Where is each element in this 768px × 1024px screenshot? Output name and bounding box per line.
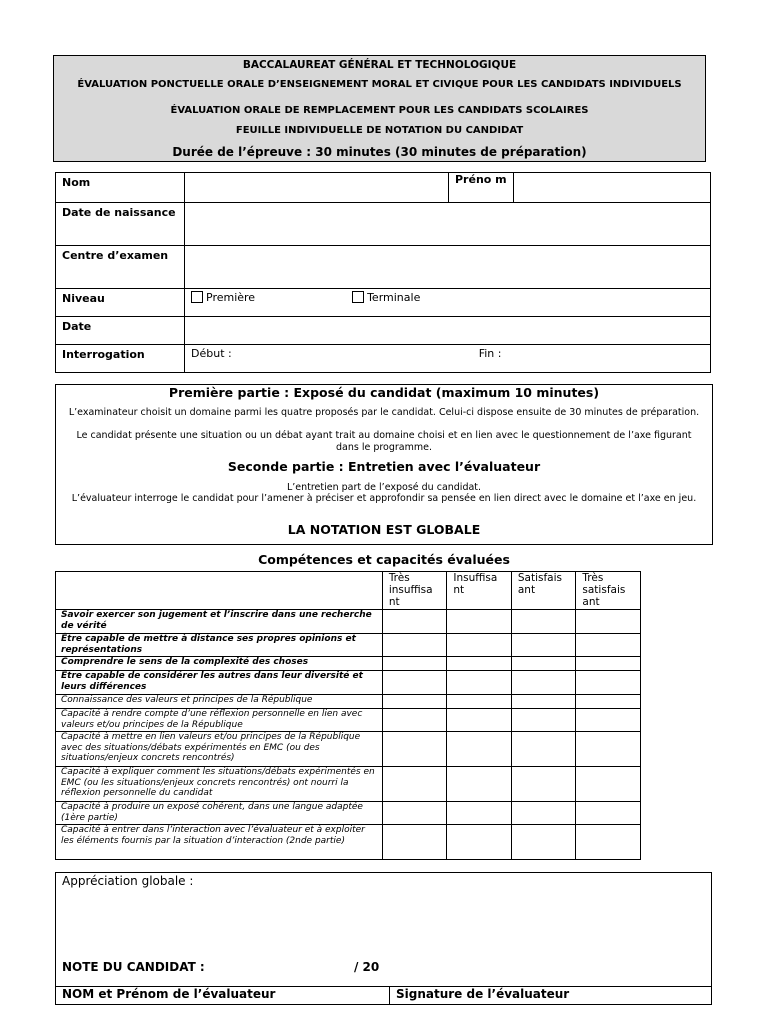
rating-cell[interactable] xyxy=(382,610,447,634)
rating-cell[interactable] xyxy=(382,709,447,732)
field-nom[interactable] xyxy=(185,173,449,203)
title-evaluation-remplacement: ÉVALUATION ORALE DE REMPLACEMENT POUR LES CANDIDATS SCOLAIRES xyxy=(170,105,589,116)
competence-row-label: Capacité à rendre compte d’une réflexion personnelle en lien avec valeurs et/ou principes de la République xyxy=(56,709,383,732)
competence-row-label: Savoir exercer son jugement et l’inscrire dans une recherche de vérité xyxy=(56,610,383,634)
rating-cell[interactable] xyxy=(511,709,576,732)
competences-header-blank xyxy=(56,572,383,610)
rating-cell[interactable] xyxy=(382,767,447,802)
rating-cell[interactable] xyxy=(576,709,641,732)
rating-cell[interactable] xyxy=(576,634,641,657)
rating-cell[interactable] xyxy=(576,695,641,709)
title-baccalaureat: BACCALAUREAT GÉNÉRAL ET TECHNOLOGIQUE xyxy=(242,59,517,71)
label-debut: Début : xyxy=(191,347,232,360)
header-box xyxy=(53,55,706,162)
label-niveau: Niveau xyxy=(56,289,185,317)
rating-cell[interactable] xyxy=(511,657,576,671)
column-tres-satisfaisant: Très satisfais ant xyxy=(576,572,641,610)
label-prenom: Préno m xyxy=(449,173,514,203)
competence-row-label: Capacité à expliquer comment les situations/débats expérimentés en EMC (ou les situations/enjeux concrets rencontrés) ont nourri la réflexion personnelle du candidat xyxy=(56,767,383,802)
label-date: Date xyxy=(56,317,185,345)
notation-globale: LA NOTATION EST GLOBALE xyxy=(287,522,481,537)
checkbox-terminale[interactable] xyxy=(352,291,364,303)
rating-cell[interactable] xyxy=(382,825,447,860)
rating-cell[interactable] xyxy=(576,610,641,634)
rating-cell[interactable] xyxy=(511,825,576,860)
label-nom: Nom xyxy=(56,173,185,203)
rating-cell[interactable] xyxy=(511,695,576,709)
rating-cell[interactable] xyxy=(511,610,576,634)
label-fin: Fin : xyxy=(478,347,502,360)
rating-cell[interactable] xyxy=(382,657,447,671)
field-interrogation[interactable] xyxy=(185,345,711,373)
label-date-naissance: Date de naissance xyxy=(56,203,185,246)
rating-cell[interactable] xyxy=(447,802,512,825)
field-date[interactable] xyxy=(185,317,711,345)
rating-cell[interactable] xyxy=(447,767,512,802)
checkbox-premiere[interactable] xyxy=(191,291,203,303)
rating-cell[interactable] xyxy=(382,732,447,767)
instructions-box xyxy=(55,384,713,545)
field-prenom[interactable] xyxy=(514,173,711,203)
rating-cell[interactable] xyxy=(447,825,512,860)
label-centre: Centre d’examen xyxy=(56,246,185,289)
rating-cell[interactable] xyxy=(447,695,512,709)
title-duree: Durée de l’épreuve : 30 minutes (30 minutes de préparation) xyxy=(172,145,587,159)
appreciation-box[interactable] xyxy=(55,872,712,1005)
title-feuille-notation: FEUILLE INDIVIDUELLE DE NOTATION DU CANDIDAT xyxy=(235,125,524,136)
part2-text2: L’évaluateur interroge le candidat pour l’amener à préciser et approfondir sa pensée en lien direct avec le domaine et l’axe en jeu. xyxy=(71,493,697,504)
title-evaluation-ponctuelle: ÉVALUATION PONCTUELLE ORALE D’ENSEIGNEMENT MORAL ET CIVIQUE POUR LES CANDIDATS INDIVIDUELS xyxy=(77,79,682,90)
note-scale: / 20 xyxy=(354,960,380,974)
part2-text1: L’entretien part de l’exposé du candidat. xyxy=(286,482,482,493)
competence-row-label: Comprendre le sens de la complexité des choses xyxy=(56,657,383,671)
part1-text1: L’examinateur choisit un domaine parmi les quatre proposés par le candidat. Celui-ci dispose ensuite de 30 minutes de préparation. xyxy=(68,407,700,418)
option-premiere: Première xyxy=(206,291,256,304)
column-insuffisant: Insuffisa nt xyxy=(447,572,512,610)
rating-cell[interactable] xyxy=(447,732,512,767)
rating-cell[interactable] xyxy=(382,695,447,709)
part1-title: Première partie : Exposé du candidat (maximum 10 minutes) xyxy=(168,385,600,400)
field-centre[interactable] xyxy=(185,246,711,289)
rating-cell[interactable] xyxy=(576,732,641,767)
option-terminale: Terminale xyxy=(367,291,421,304)
rating-cell[interactable] xyxy=(576,802,641,825)
evaluator-name-label: NOM et Prénom de l’évaluateur xyxy=(62,987,276,1001)
field-date-naissance[interactable] xyxy=(185,203,711,246)
evaluator-footer xyxy=(56,986,711,1004)
rating-cell[interactable] xyxy=(447,709,512,732)
rating-cell[interactable] xyxy=(511,634,576,657)
label-interrogation: Interrogation xyxy=(56,345,185,373)
rating-cell[interactable] xyxy=(576,825,641,860)
evaluator-signature-label: Signature de l’évaluateur xyxy=(389,987,569,1004)
competences-table xyxy=(55,571,641,860)
rating-cell[interactable] xyxy=(382,634,447,657)
rating-cell[interactable] xyxy=(447,610,512,634)
part1-text2: Le candidat présente une situation ou un débat ayant trait au domaine choisi et en lien avec le questionnement de l’axe figurant dans le programme. xyxy=(76,430,692,453)
rating-cell[interactable] xyxy=(511,802,576,825)
rating-cell[interactable] xyxy=(576,767,641,802)
rating-cell[interactable] xyxy=(511,671,576,695)
appreciation-title: Appréciation globale : xyxy=(62,874,194,888)
rating-cell[interactable] xyxy=(447,657,512,671)
rating-cell[interactable] xyxy=(382,671,447,695)
competence-row-label: Capacité à produire un exposé cohérent, dans une langue adaptée (1ère partie) xyxy=(56,802,383,825)
note-label: NOTE DU CANDIDAT : xyxy=(62,960,205,974)
rating-cell[interactable] xyxy=(511,767,576,802)
part2-title: Seconde partie : Entretien avec l’évaluateur xyxy=(227,459,541,474)
column-tres-insuffisant: Très insuffisa nt xyxy=(382,572,447,610)
rating-cell[interactable] xyxy=(576,671,641,695)
competence-row-label: Capacité à mettre en lien valeurs et/ou principes de la République avec des situations/débats expérimentés en EMC (ou des situations/enjeux concrets rencontrés) xyxy=(56,732,383,767)
competence-row-label: Être capable de mettre à distance ses propres opinions et représentations xyxy=(56,634,383,657)
rating-cell[interactable] xyxy=(382,802,447,825)
competence-row-label: Connaissance des valeurs et principes de la République xyxy=(56,695,383,709)
competence-row-label: Capacité à entrer dans l’interaction avec l’évaluateur et à exploiter les éléments fournis par la situation d’interaction (2nde partie) xyxy=(56,825,383,860)
competence-row-label: Être capable de considérer les autres dans leur diversité et leurs différences xyxy=(56,671,383,695)
competences-title: Compétences et capacités évaluées xyxy=(258,552,510,567)
rating-cell[interactable] xyxy=(447,671,512,695)
field-niveau xyxy=(185,289,711,317)
column-satisfaisant: Satisfais ant xyxy=(511,572,576,610)
rating-cell[interactable] xyxy=(576,657,641,671)
identity-table xyxy=(55,172,711,373)
rating-cell[interactable] xyxy=(447,634,512,657)
rating-cell[interactable] xyxy=(511,732,576,767)
